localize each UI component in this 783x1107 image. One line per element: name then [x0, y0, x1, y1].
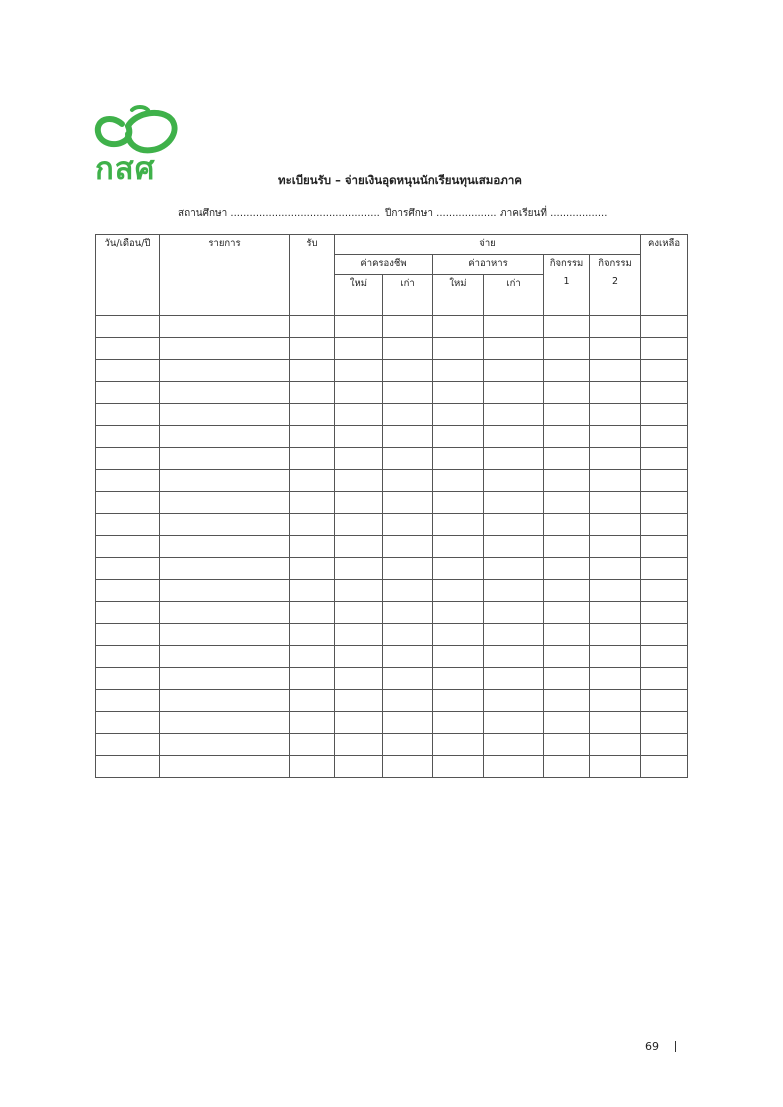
table-cell [383, 756, 433, 778]
table-cell [641, 624, 688, 646]
table-cell [335, 448, 383, 470]
table-cell [96, 514, 160, 536]
table-cell [484, 580, 544, 602]
table-cell [383, 580, 433, 602]
table-cell [335, 404, 383, 426]
table-cell [290, 514, 335, 536]
table-cell [335, 338, 383, 360]
page-separator [675, 1041, 676, 1052]
table-cell [590, 316, 641, 338]
table-cell [641, 602, 688, 624]
activity-2-number: 2 [611, 276, 619, 287]
table-cell [383, 558, 433, 580]
table-cell [544, 690, 590, 712]
table-cell [290, 470, 335, 492]
table-cell [96, 360, 160, 382]
table-cell [590, 360, 641, 382]
table-cell [590, 426, 641, 448]
table-cell [484, 470, 544, 492]
table-row [96, 690, 688, 712]
table-cell [433, 382, 484, 404]
table-cell [335, 646, 383, 668]
table-cell [484, 360, 544, 382]
header-expense: จ่าย [335, 235, 641, 255]
table-cell [96, 602, 160, 624]
table-cell [96, 448, 160, 470]
table-row [96, 580, 688, 602]
table-cell [484, 646, 544, 668]
table-cell [590, 646, 641, 668]
table-cell [433, 712, 484, 734]
table-cell [160, 448, 290, 470]
table-cell [335, 492, 383, 514]
table-cell [433, 426, 484, 448]
table-cell [641, 360, 688, 382]
table-cell [335, 712, 383, 734]
table-cell [484, 712, 544, 734]
table-cell [641, 668, 688, 690]
table-cell [96, 404, 160, 426]
table-cell [383, 382, 433, 404]
table-cell [590, 338, 641, 360]
table-cell [590, 470, 641, 492]
table-cell [484, 448, 544, 470]
table-cell [641, 558, 688, 580]
table-cell [590, 602, 641, 624]
table-cell [383, 492, 433, 514]
table-cell [290, 448, 335, 470]
activity-1-number: 1 [563, 276, 570, 287]
table-cell [290, 536, 335, 558]
table-row [96, 712, 688, 734]
table-cell [433, 492, 484, 514]
table-row [96, 360, 688, 382]
table-cell [590, 580, 641, 602]
table-cell [544, 448, 590, 470]
table-cell [383, 448, 433, 470]
table-cell [383, 338, 433, 360]
table-cell [335, 602, 383, 624]
table-cell [96, 470, 160, 492]
academic-year-field: ปีการศึกษา ................... [385, 208, 497, 219]
header-food-old: เก่า [484, 275, 544, 316]
activity-1-label: กิจกรรม [549, 258, 584, 269]
table-cell [641, 492, 688, 514]
table-cell [335, 382, 383, 404]
table-cell [544, 338, 590, 360]
table-row [96, 646, 688, 668]
table-cell [96, 536, 160, 558]
table-cell [335, 734, 383, 756]
table-cell [160, 712, 290, 734]
table-cell [160, 580, 290, 602]
table-row [96, 448, 688, 470]
table-cell [433, 580, 484, 602]
table-cell [484, 602, 544, 624]
header-food-cost: ค่าอาหาร [433, 255, 544, 275]
table-cell [290, 382, 335, 404]
table-cell [484, 382, 544, 404]
table-cell [96, 426, 160, 448]
table-cell [290, 558, 335, 580]
table-cell [544, 646, 590, 668]
table-cell [484, 404, 544, 426]
table-cell [544, 668, 590, 690]
header-living-new: ใหม่ [335, 275, 383, 316]
table-cell [590, 514, 641, 536]
table-cell [160, 558, 290, 580]
table-cell [433, 690, 484, 712]
table-cell [160, 382, 290, 404]
table-cell [641, 470, 688, 492]
table-cell [544, 514, 590, 536]
table-cell [383, 404, 433, 426]
table-cell [290, 426, 335, 448]
table-row [96, 756, 688, 778]
table-cell [290, 690, 335, 712]
table-cell [160, 470, 290, 492]
header-item: รายการ [160, 235, 290, 316]
table-cell [383, 646, 433, 668]
table-cell [290, 646, 335, 668]
table-cell [590, 690, 641, 712]
table-cell [590, 734, 641, 756]
table-cell [544, 316, 590, 338]
table-row [96, 382, 688, 404]
table-cell [160, 536, 290, 558]
table-cell [96, 734, 160, 756]
table-cell [433, 646, 484, 668]
table-cell [484, 492, 544, 514]
table-cell [590, 668, 641, 690]
table-cell [590, 712, 641, 734]
table-cell [433, 404, 484, 426]
table-cell [335, 514, 383, 536]
header-activity-2 [590, 255, 641, 316]
table-cell [290, 756, 335, 778]
table-cell [335, 558, 383, 580]
table-cell [160, 602, 290, 624]
table-cell [544, 426, 590, 448]
header-food-new: ใหม่ [433, 275, 484, 316]
table-cell [160, 756, 290, 778]
table-cell [590, 382, 641, 404]
header-income: รับ [290, 235, 335, 316]
table-cell [641, 756, 688, 778]
table-row [96, 668, 688, 690]
table-cell [544, 734, 590, 756]
header-living-cost: ค่าครองชีพ [335, 255, 433, 275]
table-cell [335, 580, 383, 602]
term-field: ภาคเรียนที่ .................. [500, 208, 608, 219]
table-cell [383, 514, 433, 536]
table-cell [484, 338, 544, 360]
table-cell [590, 404, 641, 426]
table-row [96, 536, 688, 558]
table-cell [335, 668, 383, 690]
table-cell [544, 756, 590, 778]
table-cell [160, 668, 290, 690]
table-cell [433, 470, 484, 492]
table-cell [290, 338, 335, 360]
table-cell [96, 690, 160, 712]
table-cell [96, 756, 160, 778]
table-cell [544, 492, 590, 514]
table-cell [383, 470, 433, 492]
table-cell [641, 316, 688, 338]
table-cell [433, 360, 484, 382]
table-cell [590, 756, 641, 778]
table-cell [433, 624, 484, 646]
table-cell [433, 316, 484, 338]
table-cell [383, 536, 433, 558]
page-number: 69 [645, 1040, 659, 1053]
table-row [96, 558, 688, 580]
table-cell [383, 668, 433, 690]
table-cell [433, 734, 484, 756]
logo-text: กสศ [95, 151, 156, 187]
table-cell [383, 712, 433, 734]
table-cell [484, 536, 544, 558]
table-cell [96, 580, 160, 602]
table-cell [383, 316, 433, 338]
table-cell [544, 404, 590, 426]
table-cell [160, 646, 290, 668]
table-cell [544, 712, 590, 734]
table-cell [290, 602, 335, 624]
table-cell [335, 426, 383, 448]
table-cell [590, 558, 641, 580]
header-living-old: เก่า [383, 275, 433, 316]
table-cell [484, 316, 544, 338]
table-cell [484, 668, 544, 690]
table-cell [641, 448, 688, 470]
table-cell [290, 316, 335, 338]
table-cell [160, 426, 290, 448]
table-cell [96, 624, 160, 646]
table-cell [641, 646, 688, 668]
table-cell [641, 338, 688, 360]
table-cell [484, 426, 544, 448]
table-cell [383, 360, 433, 382]
ledger-table [95, 234, 688, 778]
table-cell [383, 602, 433, 624]
table-cell [641, 580, 688, 602]
table-cell [335, 756, 383, 778]
table-cell [641, 734, 688, 756]
table-cell [335, 690, 383, 712]
table-cell [335, 360, 383, 382]
table-cell [433, 668, 484, 690]
table-cell [641, 712, 688, 734]
table-cell [160, 690, 290, 712]
table-cell [590, 536, 641, 558]
table-cell [383, 624, 433, 646]
table-cell [484, 514, 544, 536]
table-cell [290, 580, 335, 602]
table-cell [160, 492, 290, 514]
table-cell [544, 382, 590, 404]
table-row [96, 602, 688, 624]
school-field: สถานศึกษา ............................................... [178, 208, 380, 219]
table-cell [96, 492, 160, 514]
table-cell [433, 448, 484, 470]
header-balance: คงเหลือ [641, 235, 688, 316]
leaf-logo-icon [92, 104, 182, 154]
table-cell [290, 624, 335, 646]
table-cell [290, 734, 335, 756]
table-row [96, 470, 688, 492]
table-cell [96, 338, 160, 360]
table-cell [96, 668, 160, 690]
table-cell [484, 756, 544, 778]
table-row [96, 426, 688, 448]
table-cell [641, 536, 688, 558]
document-title: ทะเบียนรับ – จ่ายเงินอุดหนุนนักเรียนทุนเสมอภาค [278, 173, 522, 187]
ledger-body [96, 316, 688, 778]
table-cell [484, 624, 544, 646]
table-row [96, 734, 688, 756]
table-cell [641, 514, 688, 536]
table-cell [590, 492, 641, 514]
table-row [96, 338, 688, 360]
table-cell [383, 734, 433, 756]
table-cell [96, 316, 160, 338]
table-cell [641, 404, 688, 426]
table-cell [484, 690, 544, 712]
table-cell [544, 360, 590, 382]
table-cell [433, 536, 484, 558]
header-date: วัน/เดือน/ปี [96, 235, 160, 316]
table-cell [96, 712, 160, 734]
table-cell [590, 624, 641, 646]
table-cell [290, 712, 335, 734]
table-cell [290, 360, 335, 382]
table-cell [335, 316, 383, 338]
table-cell [335, 536, 383, 558]
table-cell [160, 404, 290, 426]
header-activity-1 [544, 255, 590, 316]
table-cell [96, 646, 160, 668]
table-cell [544, 580, 590, 602]
activity-2-label: กิจกรรม [598, 258, 632, 269]
table-cell [641, 382, 688, 404]
table-cell [290, 404, 335, 426]
table-cell [383, 426, 433, 448]
table-cell [433, 602, 484, 624]
table-cell [544, 536, 590, 558]
table-cell [484, 558, 544, 580]
table-cell [433, 756, 484, 778]
table-cell [160, 316, 290, 338]
table-cell [433, 514, 484, 536]
table-row [96, 316, 688, 338]
table-cell [383, 690, 433, 712]
table-cell [160, 624, 290, 646]
table-cell [433, 338, 484, 360]
table-cell [641, 426, 688, 448]
table-cell [433, 558, 484, 580]
table-cell [544, 558, 590, 580]
table-cell [96, 558, 160, 580]
table-cell [544, 470, 590, 492]
table-cell [160, 514, 290, 536]
table-cell [335, 624, 383, 646]
table-row [96, 492, 688, 514]
table-cell [335, 470, 383, 492]
table-cell [641, 690, 688, 712]
table-cell [590, 448, 641, 470]
table-cell [544, 624, 590, 646]
table-cell [544, 602, 590, 624]
table-cell [290, 668, 335, 690]
table-cell [484, 734, 544, 756]
table-row [96, 404, 688, 426]
table-cell [160, 734, 290, 756]
table-row [96, 514, 688, 536]
table-cell [160, 338, 290, 360]
table-cell [160, 360, 290, 382]
table-cell [96, 382, 160, 404]
table-row [96, 624, 688, 646]
table-cell [290, 492, 335, 514]
